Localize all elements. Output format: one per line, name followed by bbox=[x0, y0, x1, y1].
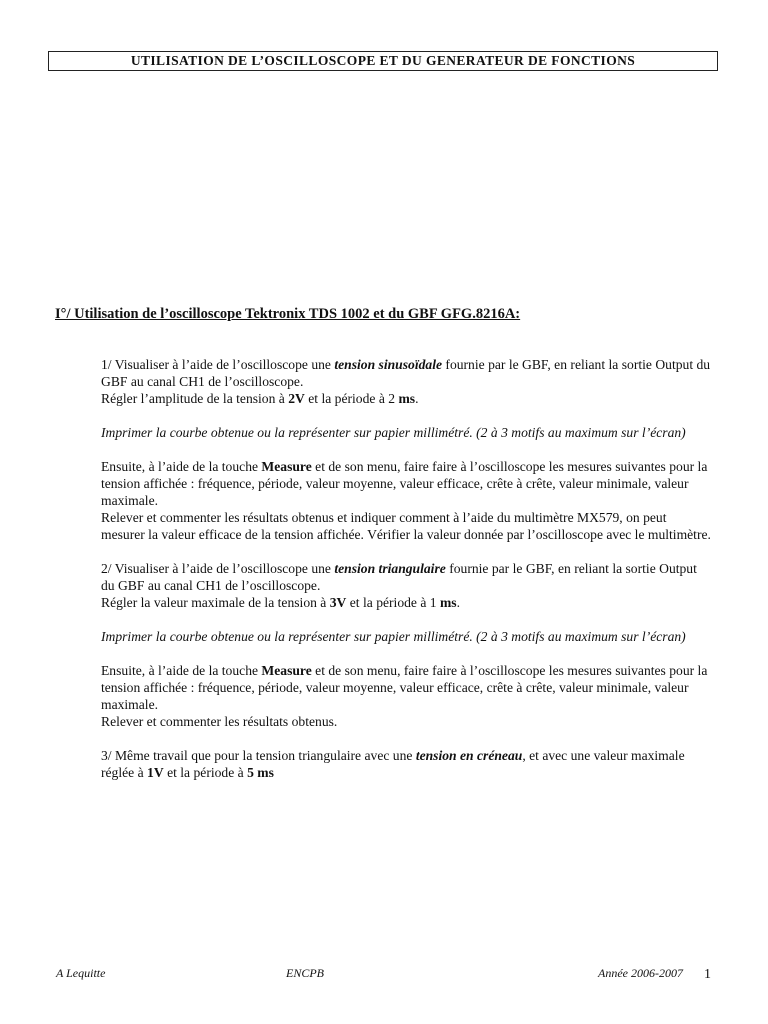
text-run: Relever et commenter les résultats obtenus et indiquer comment à l’aide du multimètre MX579, on peut mesurer la valeur efficace de la tension affichée. Vérifier la valeur donnée par l’oscilloscope avec le multimètre. bbox=[101, 510, 711, 542]
bold-unit: ms bbox=[398, 391, 416, 406]
part3-instruction bbox=[101, 747, 713, 781]
part1-print-note: Imprimer la courbe obtenue ou la représenter sur papier millimétré. (2 à 3 motifs au maximum sur l’écran) bbox=[101, 425, 686, 440]
text-run: et la période à bbox=[163, 765, 248, 780]
document-body bbox=[101, 356, 713, 798]
text-run: et de son menu, faire faire à l’oscilloscope les mesures suivantes pour la tension affichée : fréquence, période, valeur moyenne, valeur efficace, crête à crête, valeur minimale, valeur maximale. bbox=[101, 459, 708, 508]
part2-measure-paragraph bbox=[101, 662, 713, 730]
text-run: et la période à 2 bbox=[304, 391, 399, 406]
title-box bbox=[48, 51, 718, 71]
bold-value: 1V bbox=[147, 765, 164, 780]
text-run: Ensuite, à l’aide de la touche bbox=[101, 663, 262, 678]
bold-unit: ms bbox=[439, 595, 457, 610]
text-run: 1/ Visualiser à l’aide de l’oscilloscope une bbox=[101, 357, 335, 372]
emphasis-triangular: tension triangulaire bbox=[334, 561, 446, 576]
part2-print-note: Imprimer la courbe obtenue ou la représenter sur papier millimétré. (2 à 3 motifs au maximum sur l’écran) bbox=[101, 629, 686, 644]
footer-author: A Lequitte bbox=[56, 966, 106, 980]
document-title: UTILISATION DE L’OSCILLOSCOPE ET DU GENERATEUR DE FONCTIONS bbox=[130, 53, 636, 68]
part1-instruction bbox=[101, 356, 713, 407]
part1-measure-paragraph bbox=[101, 458, 713, 543]
text-run: . bbox=[415, 391, 419, 406]
text-run: Ensuite, à l’aide de la touche bbox=[101, 459, 262, 474]
footer-school: ENCPB bbox=[286, 966, 324, 980]
bold-value: 3V bbox=[329, 595, 347, 610]
text-run: Régler l’amplitude de la tension à bbox=[101, 391, 289, 406]
text-run: , et avec une valeur maximale réglée à bbox=[101, 748, 685, 780]
footer-year: Année 2006-2007 bbox=[598, 966, 683, 980]
text-run: fournie par le GBF, en reliant la sortie Output du GBF au canal CH1 de l’oscilloscope. bbox=[101, 357, 711, 389]
text-run: 2/ Visualiser à l’aide de l’oscilloscope une bbox=[101, 561, 335, 576]
emphasis-sinusoidal: tension sinusoïdale bbox=[334, 357, 443, 372]
bold-measure: Measure bbox=[261, 459, 312, 474]
text-run: Régler la valeur maximale de la tension à bbox=[101, 595, 330, 610]
text-run: . bbox=[456, 595, 461, 610]
text-run: Relever et commenter les résultats obtenus. bbox=[101, 714, 338, 729]
bold-period: 5 ms bbox=[247, 765, 274, 780]
bold-value: 2V bbox=[288, 391, 305, 406]
bold-measure: Measure bbox=[261, 663, 312, 678]
section-heading: I°/ Utilisation de l’oscilloscope Tektronix TDS 1002 et du GBF GFG.8216A: bbox=[55, 306, 521, 322]
text-run: et de son menu, faire faire à l’oscilloscope les mesures suivantes pour la tension affichée : fréquence, période, valeur moyenne, valeur efficace, crête à crête, valeur minimale, valeur maximale. bbox=[101, 663, 708, 712]
text-run: fournie par le GBF, en reliant la sortie Output du GBF au canal CH1 de l’oscilloscope. bbox=[101, 561, 697, 593]
text-run: et la période à 1 bbox=[346, 595, 440, 610]
text-run: 3/ Même travail que pour la tension triangulaire avec une bbox=[101, 748, 416, 763]
page-number: 1 bbox=[704, 967, 711, 982]
part2-instruction bbox=[101, 560, 713, 611]
emphasis-square-wave: tension en créneau bbox=[415, 748, 523, 763]
